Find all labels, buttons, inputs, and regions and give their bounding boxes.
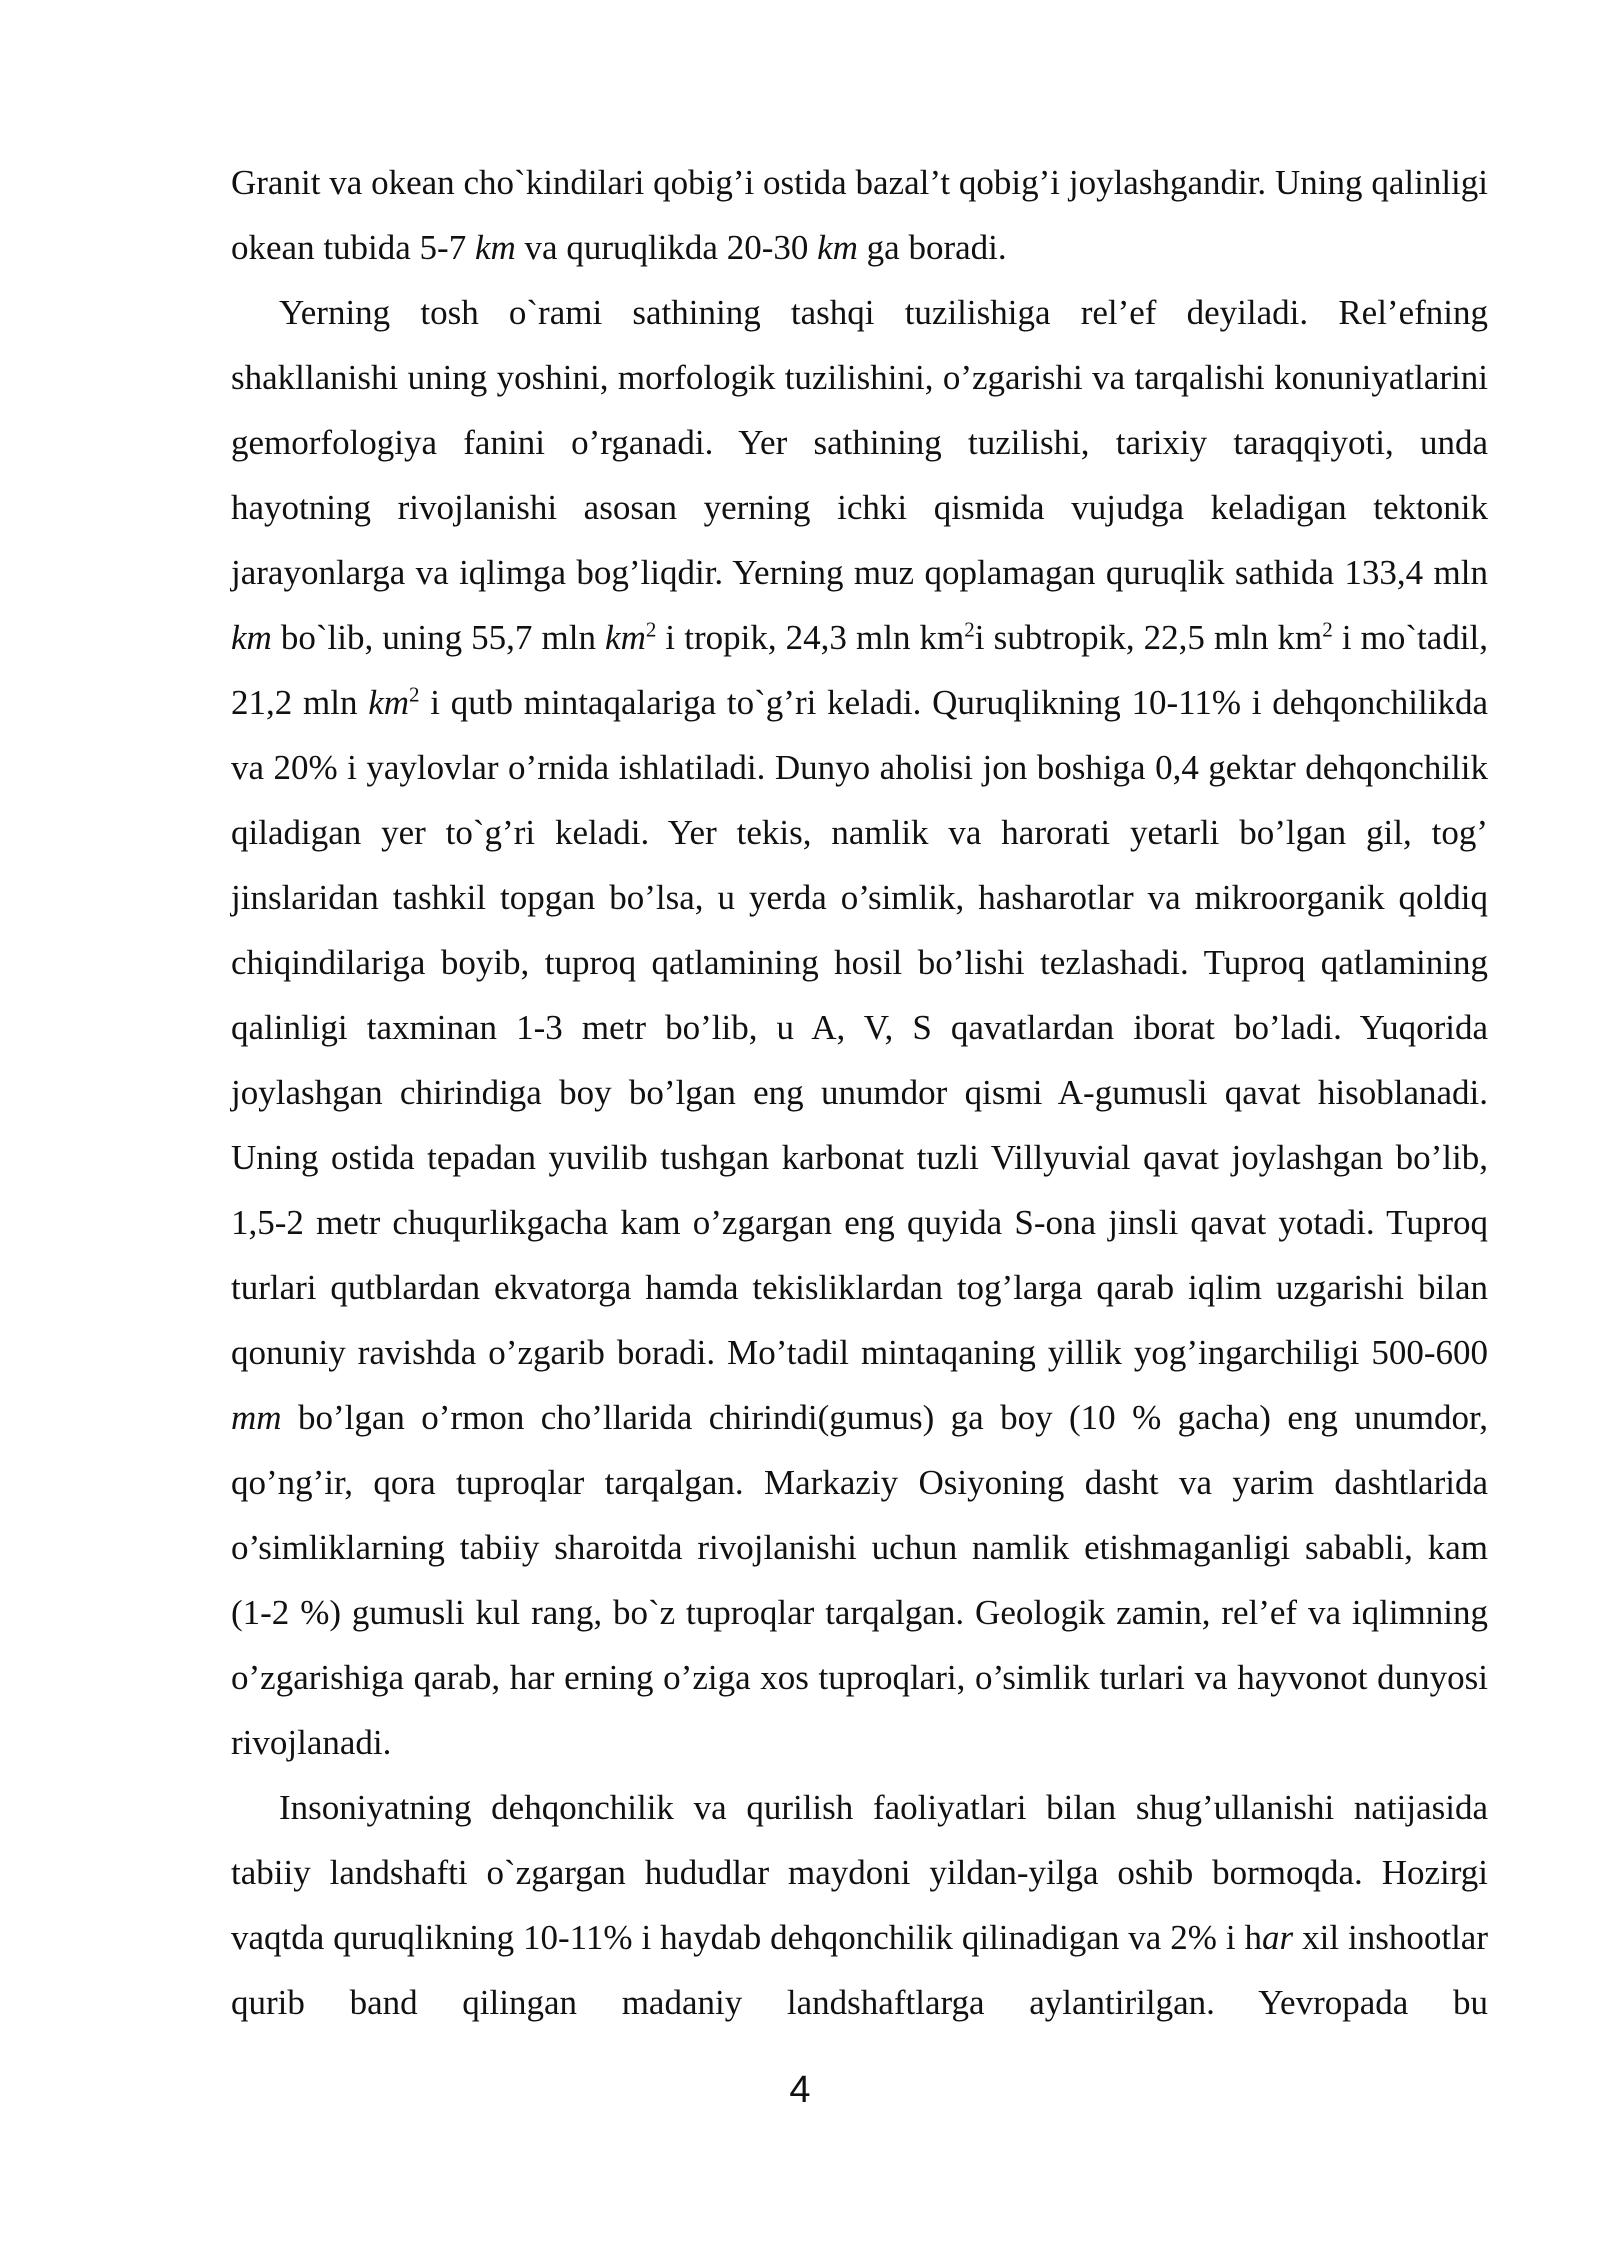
- text-run: i tropik, 24,3 mln km: [656, 618, 965, 657]
- page-number: 4: [789, 2069, 811, 2111]
- unit-km: km: [474, 228, 516, 267]
- text-run: i mo`tadil, 21,2 mln: [231, 618, 1489, 722]
- unit-km: km: [817, 228, 858, 267]
- italic-fragment: ar: [1262, 1918, 1294, 1957]
- text-run: bo`lib, uning 55,7 mln: [271, 618, 606, 657]
- document-body: [231, 150, 1488, 2035]
- text-run: i subtropik, 22,5 mln km: [974, 618, 1323, 657]
- superscript: 2: [409, 682, 420, 707]
- unit-km: km: [605, 618, 646, 657]
- text-run: i qutb mintaqalariga to`g’ri keladi. Quruqlikning 10-11% i dehqonchilikda va 20% i yaylovlar o’rnida ishlatiladi. Dunyo aholisi jon boshiga 0,4 gektar dehqonchilik qiladigan yer to`g’ri keladi. Yer tekis, namlik va harorati yetarli bo’lgan gil, tog’ jinslaridan tashkil topgan bo’lsa, u yerda o’simlik, hasharotlar va mikroorganik qoldiq chiqindilariga boyib, tuproq qatlamining hosil bo’lishi tezlashadi. Tuproq qatlamining qalinligi taxminan 1-3 metr bo’lib, u A, V, S qavatlardan iborat bo’ladi. Yuqorida joylashgan chirindiga boy bo’lgan eng unumdor qismi A-gumusli qavat hisoblanadi. Uning ostida tepadan yuvilib tushgan karbonat tuzli Villyuvial qavat joylashgan bo’lib, 1,5-2 metr chuqurlikgacha kam o’zgargan eng quyida S-ona jinsli qavat yotadi. Tuproq turlari qutblardan ekvatorga hamda tekisliklardan tog’larga qarab iqlim uzgarishi bilan qonuniy ravishda o’zgarib boradi. Mo’tadil mintaqaning yillik yog’ingarchiligi 500-600: [231, 683, 1488, 1372]
- text-run: bo’lgan o’rmon cho’llarida chirindi(gumus) ga boy (10 % gacha) eng unumdor, qo’ng’ir, qora tuproqlar tarqalgan. Markaziy Osiyoning dasht va yarim dashtlarida o’simliklarning tabiiy sharoitda rivojlanishi uchun namlik etishmaganligi sababli, kam (1-2 %) gumusli kul rang, bo`z tuproqlar tarqalgan. Geologik zamin, rel’ef va iqlimning o’zgarishiga qarab, har erning o’ziga xos tuproqlari, o’simlik turlari va hayvonot dunyosi rivojlanadi.: [231, 1398, 1488, 1762]
- superscript: 2: [964, 617, 975, 642]
- text-run: Yerning tosh o`rami sathining tashqi tuzilishiga rel’ef deyiladi. Rel’efning shakllanishi uning yoshini, morfologik tuzilishini, o’zgarishi va tarqalishi konuniyatlarini gemorfologiya fanini o’rganadi. Yer sathining tuzilishi, tarixiy taraqqiyoti, unda hayotning rivojlanishi asosan yerning ichki qismida vujudga keladigan tektonik jarayonlarga va iqlimga bog’liqdir. Yerning muz qoplamagan quruqlik sathida 133,4 mln: [231, 293, 1488, 592]
- paragraph-1: [231, 150, 1488, 280]
- paragraph-2: [231, 280, 1488, 1775]
- text-run: ga boradi.: [857, 228, 1007, 267]
- superscript: 2: [645, 617, 657, 642]
- text-run: va quruqlikda 20-30: [515, 228, 818, 267]
- superscript: 2: [1322, 617, 1333, 642]
- unit-km: km: [231, 618, 272, 657]
- unit-mm: mm: [231, 1398, 282, 1437]
- text-run: Insoniyatning dehqonchilik va qurilish faoliyatlari bilan shug’ullanishi natijasida tabiiy landshafti o`zgargan hududlar maydoni yildan-yilga oshib bormoqda. Hozirgi vaqtda quruqlikning 10-11% i haydab dehqonchilik qilinadigan va 2% i h: [231, 1788, 1488, 1957]
- text-run: Granit va okean cho`kindilari qobig’i ostida bazal’t qobig’i joylashgandir. Uning qalinligi okean tubida 5-7: [231, 163, 1488, 267]
- unit-km: km: [368, 683, 410, 722]
- text-run: xil inshootlar qurib band qilingan madaniy landshaftlarga aylantirilgan. Yevropada bu: [231, 1918, 1488, 2022]
- paragraph-3: [231, 1775, 1488, 2035]
